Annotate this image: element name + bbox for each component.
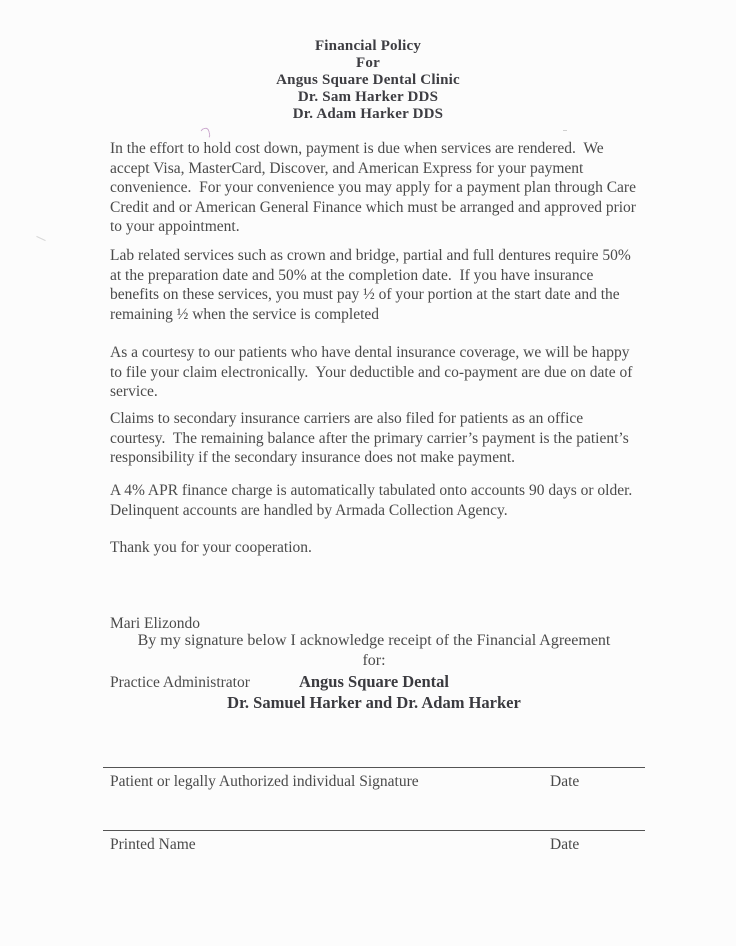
title-line-2: For (356, 55, 380, 71)
paragraph-payment-due: In the effort to hold cost down, payment is due when services are rendered. We accept Visa, MasterCard, Discover, and American Express for your payment convenience. For your convenience you may apply for a payment plan through Care Credit and or American General Finance which must be arranged and approved prior to your appointment. (110, 140, 640, 235)
acknowledgment-for: for: (362, 652, 386, 669)
title-line-3: Angus Square Dental Clinic (276, 72, 460, 88)
date-label: Date (550, 836, 580, 853)
closing-line: Thank you for your cooperation. (110, 539, 312, 556)
paragraph-insurance-courtesy: As a courtesy to our patients who have dental insurance coverage, we will be happy to file your claim electronically. Your deductible and co-payment are due on date of service. (110, 344, 637, 400)
scan-artifact-tick (36, 236, 45, 241)
printed-name-label: Printed Name (110, 836, 196, 853)
acknowledgment-block (100, 631, 648, 713)
document-title-block (0, 38, 736, 123)
paragraph-secondary-claims: Claims to secondary insurance carriers are also filed for patients as an office courtesy. The remaining balance after the primary carrier’s payment is the patient’s responsibility if the secondary insurance does not make payment. (110, 410, 633, 466)
signature-line (103, 767, 645, 768)
acknowledgment-doctor-names: Dr. Samuel Harker and Dr. Adam Harker (227, 693, 521, 712)
signature-label: Patient or legally Authorized individual Signature (110, 773, 419, 790)
signoff-name: Mari Elizondo (110, 615, 200, 632)
paragraph-finance-charge: A 4% APR finance charge is automatically tabulated onto accounts 90 days or older. Delinquent accounts are handled by Armada Collection Agency. (110, 482, 641, 519)
printed-name-line (103, 830, 645, 831)
date-label: Date (550, 773, 580, 790)
title-line-1: Financial Policy (314, 38, 422, 54)
signoff-title: Practice Administrator (110, 673, 250, 691)
scan-artifact-dot (563, 130, 567, 131)
title-line-5: Dr. Adam Harker DDS (292, 106, 444, 122)
title-line-4: Dr. Sam Harker DDS (297, 89, 439, 105)
acknowledgment-line: By my signature below I acknowledge receipt of the Financial Agreement (137, 632, 611, 649)
acknowledgment-clinic-name: Angus Square Dental (298, 672, 450, 691)
paragraph-lab-services: Lab related services such as crown and bridge, partial and full dentures require 50% at the preparation date and 50% at the completion date. If you have insurance benefits on these services, you must pay ½ of your portion at the start date and the remaining ½ when the service is completed (110, 247, 635, 323)
